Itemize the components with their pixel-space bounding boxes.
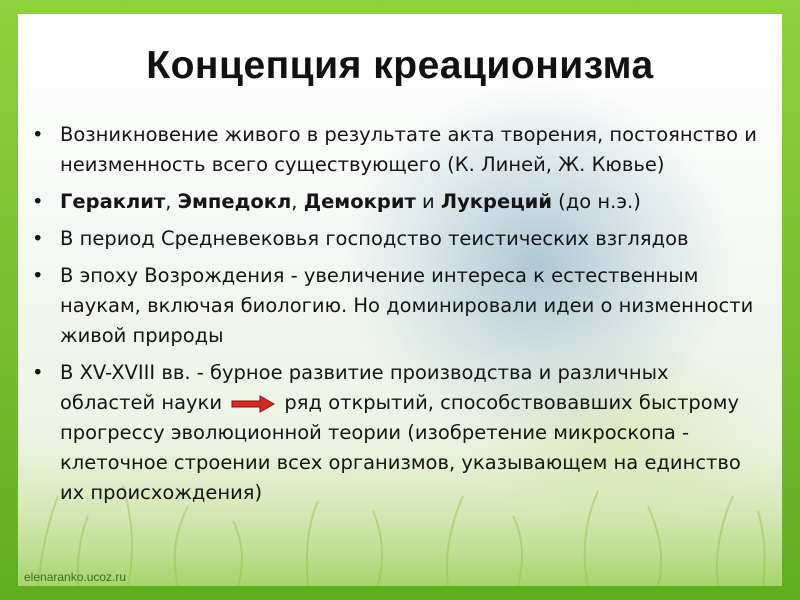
bullet-list bbox=[30, 120, 765, 515]
bullet-icon: • bbox=[32, 190, 44, 213]
philosopher-name: Лукреций bbox=[440, 190, 552, 213]
separator: , bbox=[291, 190, 304, 213]
list-item bbox=[30, 224, 765, 254]
bullet-icon: • bbox=[32, 264, 44, 287]
list-item bbox=[30, 358, 765, 508]
slide bbox=[18, 14, 782, 586]
list-item-text: Возникновение живого в результате акта творения, постоянство и неизменность всего существующего (К. Линей, Ж. Кювье) bbox=[60, 123, 757, 176]
list-item bbox=[30, 261, 765, 351]
list-item-text: В XV-XVIII вв. - бурное развитие производства и различных областей науки bbox=[60, 361, 669, 414]
list-item bbox=[30, 120, 765, 180]
red-arrow-right-icon bbox=[230, 395, 276, 413]
slide-title: Концепция креационизма bbox=[146, 44, 654, 87]
bullet-icon: • bbox=[32, 123, 44, 146]
philosopher-name: Гераклит bbox=[60, 190, 166, 213]
bullet-icon: • bbox=[32, 227, 44, 250]
era-note: (до н.э.) bbox=[551, 190, 641, 213]
separator: , bbox=[165, 190, 178, 213]
list-item-text: В период Средневековья господство теистических взглядов bbox=[60, 227, 689, 250]
watermark: elenaranko.ucoz.ru bbox=[24, 570, 127, 584]
conjunction: и bbox=[415, 190, 441, 213]
list-item-text: ряд открытий, способствовавших быстрому прогрессу эволюционной теории (изобретение микроскопа - клеточное строении всех организмов, указывающем на единство их происхождения) bbox=[60, 391, 741, 504]
philosopher-name: Эмпедокл bbox=[177, 190, 292, 213]
list-item-text: В эпоху Возрождения - увеличение интереса к естественным наукам, включая биологию. Но доминировали идеи о низменности живой природы bbox=[60, 264, 754, 347]
philosopher-name: Демокрит bbox=[303, 190, 416, 213]
bullet-icon: • bbox=[32, 361, 44, 384]
list-item bbox=[30, 187, 765, 217]
